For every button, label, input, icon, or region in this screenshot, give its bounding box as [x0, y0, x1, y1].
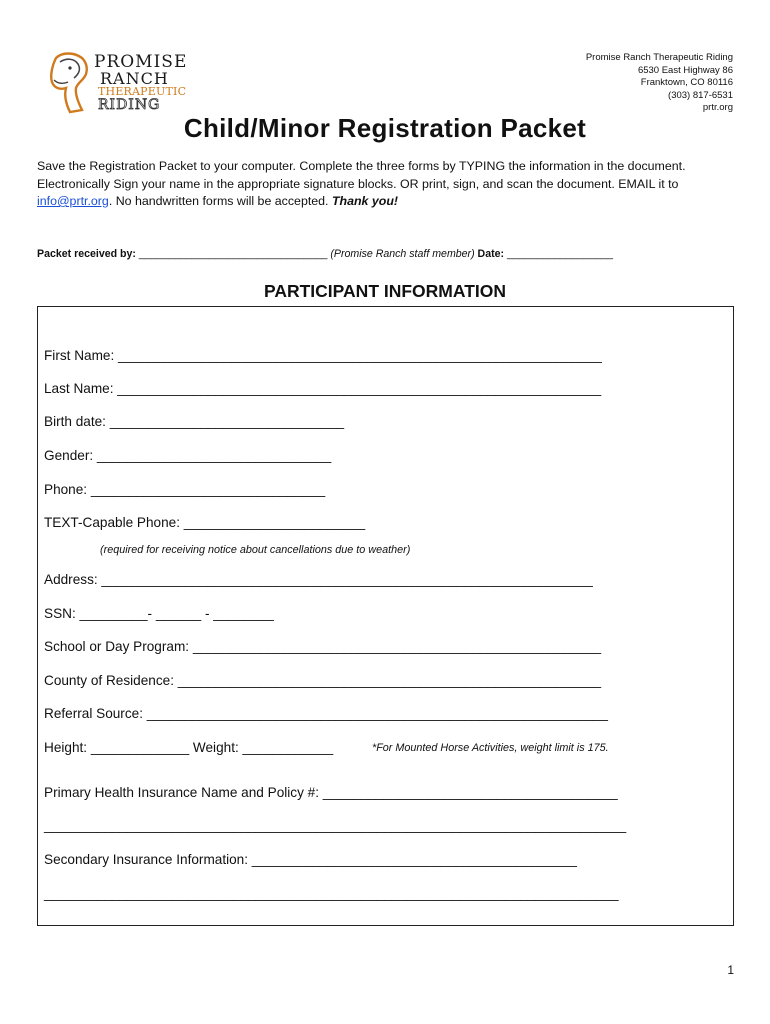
first-name-field[interactable]: First Name: ________________________________________________________________ — [44, 348, 602, 363]
instructions-text-2: . No handwritten forms will be accepted. — [108, 194, 332, 208]
instructions-text-1: Save the Registration Packet to your computer. Complete the three forms by TYPING the information in the document. Electronically Sign your name in the appropriate signature blocks. OR print, sign, and scan the document. EMAIL it to — [37, 159, 686, 191]
address-field[interactable]: Address: _________________________________________________________________ — [44, 572, 593, 587]
primary-insurance-line2[interactable]: _____________________________________________________________________________ — [44, 818, 627, 833]
org-address-line1: 6530 East Highway 86 — [637, 64, 733, 76]
thank-you-text: Thank you! — [331, 194, 399, 208]
email-link[interactable]: info@prtr.org — [37, 194, 109, 208]
packet-received-line — [37, 248, 613, 260]
date-blank[interactable]: __________________ — [504, 248, 614, 260]
secondary-insurance-field[interactable]: Secondary Insurance Information: ___________________________________________ — [44, 852, 577, 867]
logo-line-ranch: RANCH — [100, 69, 169, 88]
logo-line-therapeutic: THERAPEUTIC — [98, 85, 187, 98]
gender-field[interactable]: Gender: _______________________________ — [44, 448, 332, 463]
county-of-residence-field[interactable]: County of Residence: ________________________________________________________ — [44, 673, 602, 688]
birth-date-field[interactable]: Birth date: _______________________________ — [44, 414, 345, 429]
logo-line-promise: PROMISE — [94, 52, 188, 72]
participant-information-heading: PARTICIPANT INFORMATION — [263, 281, 507, 301]
document-title: Child/Minor Registration Packet — [183, 113, 587, 143]
school-program-field[interactable]: School or Day Program: ______________________________________________________ — [44, 639, 602, 654]
ssn-field[interactable]: SSN: _________- ______ - ________ — [44, 606, 274, 621]
primary-insurance-field[interactable]: Primary Health Insurance Name and Policy #: _______________________________________ — [44, 785, 618, 800]
packet-received-blank[interactable]: ________________________________ — [135, 248, 331, 260]
secondary-insurance-line2[interactable]: ____________________________________________________________________________ — [44, 886, 619, 901]
horse-head-icon — [48, 52, 94, 114]
height-weight-field[interactable]: Height: _____________ Weight: ____________ — [44, 740, 334, 755]
promise-ranch-logo — [48, 50, 188, 114]
staff-member-note: (Promise Ranch staff member) — [330, 248, 475, 260]
text-phone-note: (required for receiving notice about cancellations due to weather) — [100, 544, 411, 556]
referral-source-field[interactable]: Referral Source: _____________________________________________________________ — [44, 706, 608, 721]
organization-address — [586, 52, 733, 115]
date-label: Date: — [474, 248, 505, 260]
weight-limit-note: *For Mounted Horse Activities, weight limit is 175. — [372, 742, 609, 754]
org-website: prtr.org — [702, 102, 733, 114]
instructions-paragraph — [37, 158, 737, 211]
last-name-field[interactable]: Last Name: ________________________________________________________________ — [44, 381, 602, 396]
logo-line-riding: RIDING — [98, 97, 161, 113]
text-capable-phone-field[interactable]: TEXT-Capable Phone: ________________________ — [44, 515, 366, 530]
page-number: 1 — [727, 963, 734, 977]
org-phone: (303) 817-6531 — [668, 89, 733, 101]
packet-received-label: Packet received by: — [37, 248, 136, 260]
org-address-line2: Franktown, CO 80116 — [640, 77, 733, 89]
org-name: Promise Ranch Therapeutic Riding — [585, 52, 733, 63]
phone-field[interactable]: Phone: _______________________________ — [44, 482, 326, 497]
